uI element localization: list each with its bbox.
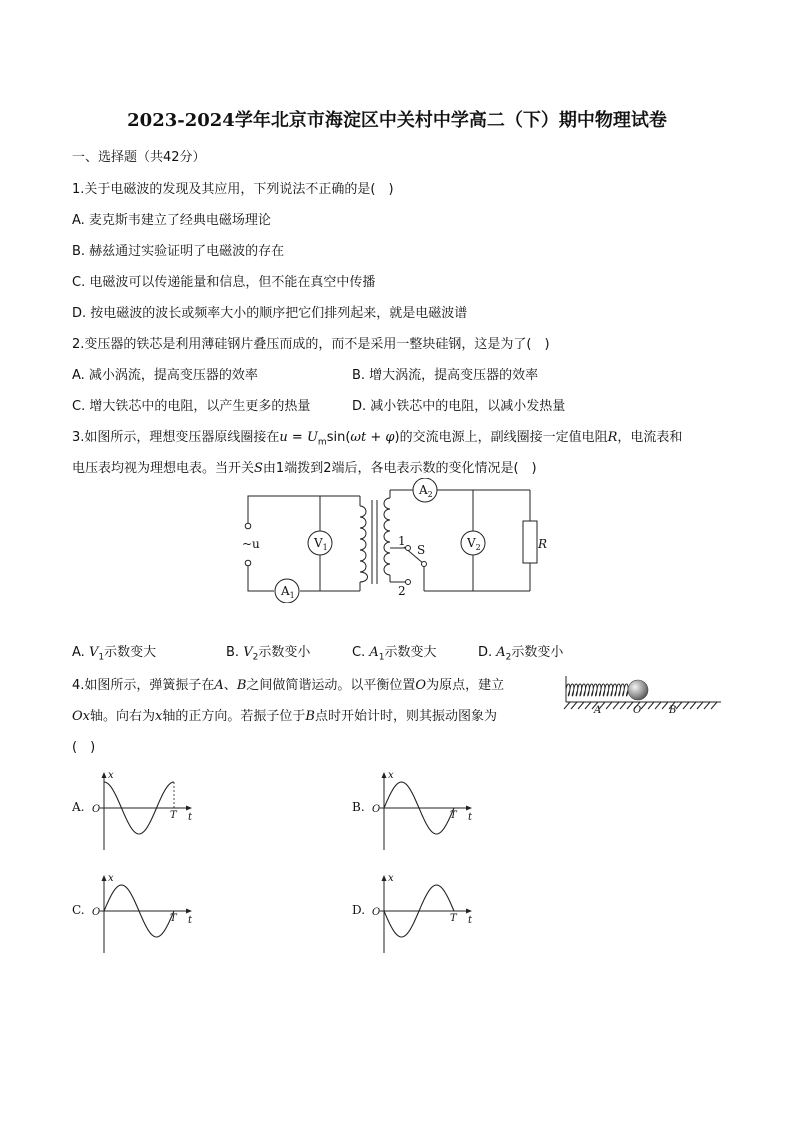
origin-label: O <box>92 804 101 815</box>
q2-option-b[interactable]: B. 增大涡流，提高变压器的效率 <box>352 368 539 383</box>
page-title: 2023-2024学年北京市海淀区中关村中学高二（下）期中物理试卷 <box>127 110 667 131</box>
origin-label: O <box>92 907 101 918</box>
axis-x-label: x <box>388 873 394 884</box>
period-label: T <box>170 810 177 821</box>
q3-option-d[interactable]: D. $A_2$示数变小 <box>478 645 564 663</box>
point-b-label: B <box>669 705 677 716</box>
axis-x-label: x <box>108 873 114 884</box>
v2-label: $V_2$ <box>467 536 481 552</box>
spring-oscillator-diagram <box>556 670 726 718</box>
q1-option-a[interactable]: A. 麦克斯韦建立了经典电磁场理论 <box>72 213 271 228</box>
source-label: ~u <box>242 537 260 551</box>
graph-option-label: A. <box>72 800 85 814</box>
terminal-2-label: 2 <box>398 584 406 598</box>
q1-option-b[interactable]: B. 赫兹通过实验证明了电磁波的存在 <box>72 244 285 259</box>
oscillator-ball <box>628 680 648 700</box>
q1-stem: 1.关于电磁波的发现及其应用，下列说法不正确的是( ) <box>72 182 394 197</box>
resistor-label: R <box>538 537 548 551</box>
q3-option-a[interactable]: A. $V_1$示数变大 <box>72 645 157 663</box>
period-label: T <box>170 913 177 924</box>
terminal-1-label: 1 <box>398 534 406 548</box>
q4-stem-line1: 4.如图所示，弹簧振子在A、B之间做简谐运动。以平衡位置O为原点，建立 <box>72 678 505 693</box>
axis-t-label: t <box>188 812 193 823</box>
graph-option-label: D. <box>352 903 366 917</box>
a1-label: $A_1$ <box>281 584 295 600</box>
q3-stem-line2: 电压表均视为理想电表。当开关S由1端拨到2端后，各电表示数的变化情况是( ) <box>72 461 537 476</box>
q4-stem-line3: ( ) <box>72 740 96 755</box>
axis-t-label: t <box>188 915 193 926</box>
graph-option-label: C. <box>72 903 85 917</box>
switch-label: S <box>417 543 426 557</box>
q3-stem-line1: 3.如图所示，理想变压器原线圈接在$u = U_m\sin(\omega t + \varphi)$的交流电源上，副线圈接一定值电阻R，电流表和 <box>72 430 683 448</box>
q2-option-a[interactable]: A. 减小涡流，提高变压器的效率 <box>72 368 258 383</box>
q3-option-b[interactable]: B. $V_2$示数变小 <box>226 645 311 663</box>
period-label: T <box>450 913 457 924</box>
axis-t-label: t <box>468 915 473 926</box>
q2-option-c[interactable]: C. 增大铁芯中的电阻，以产生更多的热量 <box>72 399 311 414</box>
q3-option-c[interactable]: C. $A_1$示数变大 <box>352 645 437 663</box>
axis-x-label: x <box>108 770 114 781</box>
axis-x-label: x <box>388 770 394 781</box>
q2-stem: 2.变压器的铁芯是利用薄硅钢片叠压而成的，而不是采用一整块硅钢，这是为了( ) <box>72 337 550 352</box>
point-o-label: O <box>633 705 642 716</box>
q2-option-d[interactable]: D. 减小铁芯中的电阻，以减小发热量 <box>352 399 566 414</box>
point-a-label: A <box>594 705 602 716</box>
origin-label: O <box>372 907 381 918</box>
axis-t-label: t <box>468 812 473 823</box>
q1-option-d[interactable]: D. 按电磁波的波长或频率大小的顺序把它们排列起来，就是电磁波谱 <box>72 306 468 321</box>
transformer-circuit-diagram <box>230 478 570 603</box>
graph-option-label: B. <box>352 800 365 814</box>
a2-label: $A_2$ <box>419 483 433 499</box>
origin-label: O <box>372 804 381 815</box>
q4-stem-line2: Ox轴。向右为x轴的正方向。若振子位于B点时开始计时，则其振动图象为 <box>72 709 497 724</box>
period-label: T <box>450 810 457 821</box>
section-heading: 一、选择题（共42分） <box>72 150 206 165</box>
q1-option-c[interactable]: C. 电磁波可以传递能量和信息，但不能在真空中传播 <box>72 275 376 290</box>
v1-label: $V_1$ <box>314 536 328 552</box>
